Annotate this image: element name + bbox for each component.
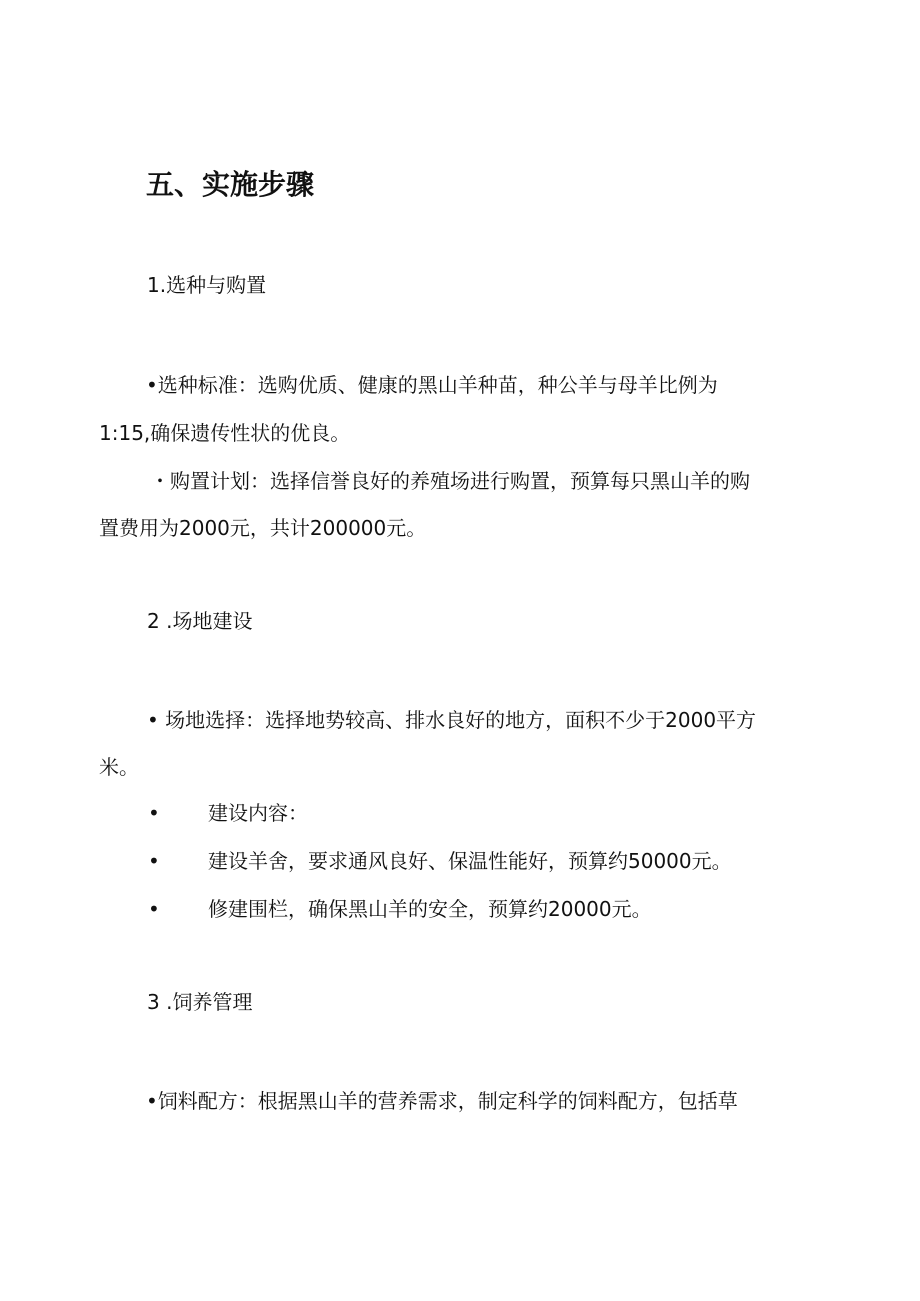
paragraph-line: ・购置计划：选择信誉良好的养殖场进行购置，预算每只黑山羊的购	[150, 469, 750, 493]
subsection-heading-2: 2 .场地建设	[147, 609, 253, 633]
list-item: 建设内容：	[208, 801, 308, 825]
paragraph-line: 1:15,确保遗传性状的优良。	[99, 421, 351, 445]
paragraph-line: •饲料配方：根据黑山羊的营养需求，制定科学的饲料配方，包括草	[146, 1089, 738, 1113]
subsection-heading-3: 3 .饲养管理	[147, 990, 253, 1014]
paragraph-line: • 场地选择：选择地势较高、排水良好的地方，面积不少于2000平方	[147, 708, 757, 732]
paragraph-line: 米。	[99, 755, 139, 779]
subsection-heading-1: 1.选种与购置	[147, 273, 267, 297]
list-item: 建设羊舍，要求通风良好、保温性能好，预算约50000元。	[208, 849, 732, 873]
list-item: 修建围栏，确保黑山羊的安全，预算约20000元。	[208, 897, 652, 921]
paragraph-line: •选种标准：选购优质、健康的黑山羊种苗，种公羊与母羊比例为	[146, 373, 718, 397]
bullet-marker: •	[148, 801, 160, 825]
bullet-marker: •	[148, 897, 160, 921]
section-title: 五、实施步骤	[146, 168, 315, 201]
paragraph-line: 置费用为2000元，共计200000元。	[99, 516, 427, 540]
bullet-marker: •	[148, 849, 160, 873]
